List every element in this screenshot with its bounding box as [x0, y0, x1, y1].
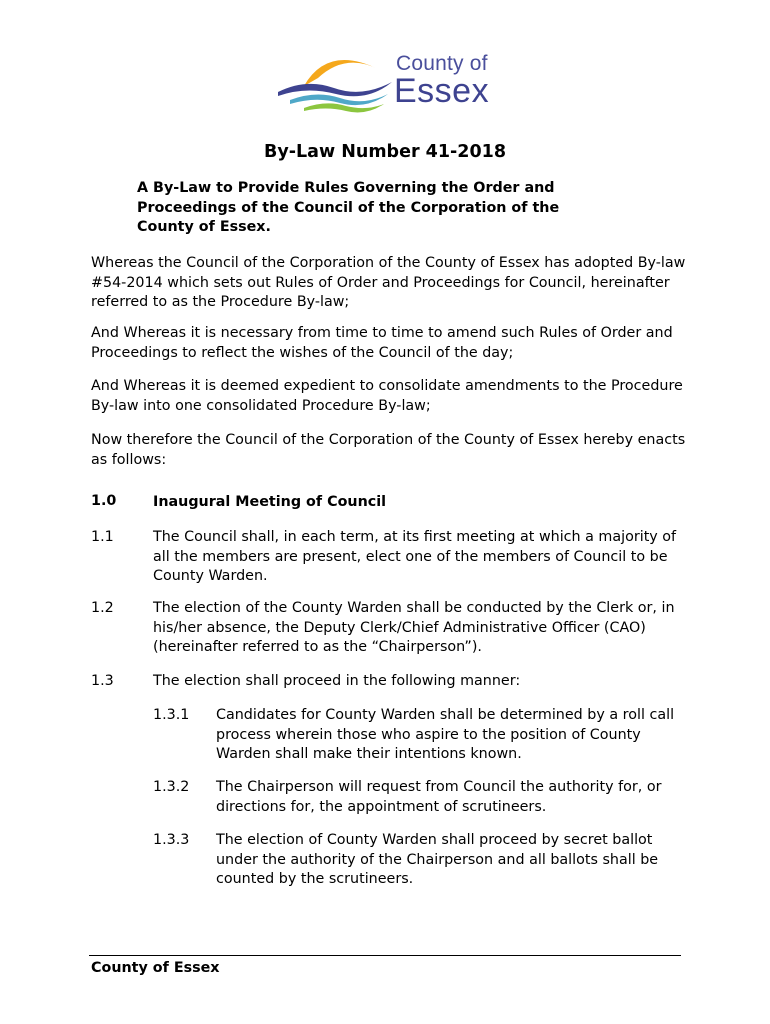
item-number: 1.3: [91, 673, 114, 689]
document-subtitle: A By-Law to Provide Rules Governing the Order and Proceedings of the Council of the Corporation of the County of Essex.: [137, 180, 560, 235]
footer-text: County of Essex: [91, 960, 220, 976]
county-logo: [276, 48, 500, 120]
item-text: The election of the County Warden shall be conducted by the Clerk or, in his/her absence, the Deputy Clerk/Chief Administrative Officer (CAO) (hereinafter referred to as the “Chairperson”).: [153, 600, 675, 655]
subitem-text: The election of County Warden shall proceed by secret ballot under the authority of the Chairperson and all ballots shall be counted by the scrutineers.: [216, 832, 659, 887]
logo-graphic-icon: [276, 48, 396, 120]
section-heading: Inaugural Meeting of Council: [153, 494, 387, 510]
item-text: The election shall proceed in the following manner:: [153, 673, 521, 689]
subitem-text: The Chairperson will request from Council the authority for, or directions for, the appointment of scrutineers.: [216, 779, 662, 815]
item-number: 1.1: [91, 529, 114, 545]
logo-text-essex: Essex: [394, 72, 490, 110]
preamble-and-whereas-2: And Whereas it is deemed expedient to consolidate amendments to the Procedure By-law into one consolidated Procedure By-law;: [91, 378, 683, 414]
preamble-whereas: Whereas the Council of the Corporation of the County of Essex has adopted By-law #54-2014 which sets out Rules of Order and Proceedings for Council, hereinafter referred to as the Procedure By-law;: [91, 255, 686, 310]
preamble-and-whereas-1: And Whereas it is necessary from time to time to amend such Rules of Order and Proceedings to reflect the wishes of the Council of the day;: [91, 325, 673, 361]
item-number: 1.2: [91, 600, 114, 616]
subitem-text: Candidates for County Warden shall be determined by a roll call process wherein those who aspire to the position of County Warden shall make their intentions known.: [216, 707, 675, 762]
preamble-enactment: Now therefore the Council of the Corporation of the County of Essex hereby enacts as follows:: [91, 432, 686, 468]
document-title: By-Law Number 41-2018: [263, 142, 506, 162]
subitem-number: 1.3.3: [153, 832, 190, 848]
subitem-number: 1.3.1: [153, 707, 190, 723]
item-text: The Council shall, in each term, at its first meeting at which a majority of all the members are present, elect one of the members of Council to be County Warden.: [153, 529, 677, 584]
section-number: 1.0: [91, 493, 117, 509]
footer-divider: [89, 955, 681, 956]
logo-text-county-of: County of: [396, 52, 488, 75]
subitem-number: 1.3.2: [153, 779, 190, 795]
